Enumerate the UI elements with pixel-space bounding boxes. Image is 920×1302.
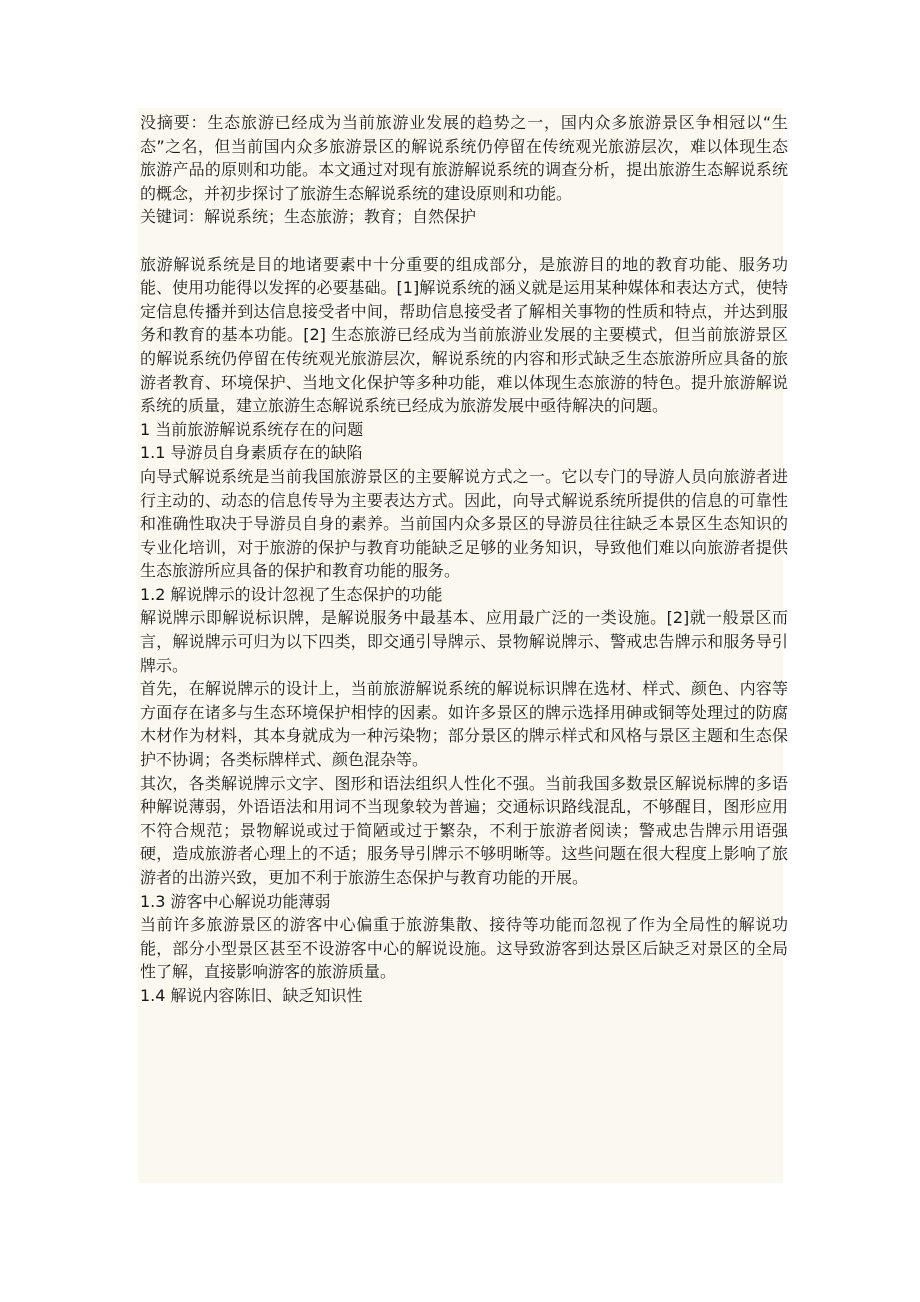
abstract-paragraph: 没摘要：生态旅游已经成为当前旅游业发展的趋势之一，国内众多旅游景区争相冠以“生态”之名，但当前国内众多旅游景区的解说系统仍停留在传统观光旅游层次，难以体现生态旅游产品的原则和功能。本文通过对现有旅游解说系统的调查分析，提出旅游生态解说系统的概念，并初步探讨了旅游生态解说系统的建设原则和功能。 bbox=[140, 113, 788, 203]
paragraph-1-1: 向导式解说系统是当前我国旅游景区的主要解说方式之一。它以专门的导游人员向旅游者进行主动的、动态的信息传导为主要表达方式。因此，向导式解说系统所提供的信息的可靠性和准确性取决于导游员自身的素养。当前国内众多景区的导游员往往缺乏本景区生态知识的专业化培训，对于旅游的保护与教育功能缺乏足够的业务知识，导致他们难以向旅游者提供生态旅游所应具备的保护和教育功能的服务。 bbox=[140, 466, 788, 581]
keywords-line: 关键词：解说系统；生态旅游；教育；自然保护 bbox=[140, 207, 477, 227]
paragraph-1-2-c: 其次，各类解说牌示文字、图形和语法组织人性化不强。当前我国多数景区解说标牌的多语种解说薄弱，外语语法和用词不当现象较为普遍；交通标识路线混乱，不够醒目，图形应用不符合规范；景物解说或过于简陋或过于繁杂，不利于旅游者阅读；警戒忠告牌示用语强硬，造成旅游者心理上的不适；服务导引牌示不够明晰等。这些问题在很大程度上影响了旅游者的出游兴致，更加不利于旅游生态保护与教育功能的开展。 bbox=[140, 773, 788, 887]
paragraph-1-2-a: 解说牌示即解说标识牌，是解说服务中最基本、应用最广泛的一类设施。[2]就一般景区而言，解说牌示可归为以下四类，即交通引导牌示、景物解说牌示、警戒忠告牌示和服务导引牌示。 bbox=[140, 608, 788, 675]
section-heading-1-4: 1.4 解说内容陈旧、缺乏知识性 bbox=[140, 985, 363, 1005]
document-body bbox=[140, 111, 788, 1008]
section-heading-1-2: 1.2 解说牌示的设计忽视了生态保护的功能 bbox=[140, 584, 443, 604]
section-heading-1-3: 1.3 游客中心解说功能薄弱 bbox=[140, 891, 331, 911]
intro-paragraph: 旅游解说系统是目的地诸要素中十分重要的组成部分，是旅游目的地的教育功能、服务功能、使用功能得以发挥的必要基础。[1]解说系统的涵义就是运用某种媒体和表达方式，使特定信息传播并到达信息接受者中间，帮助信息接受者了解相关事物的性质和特点，并达到服务和教育的基本功能。[2] 生态旅游已经成为当前旅游业发展的主要模式，但当前旅游景区的解说系统仍停留在传统观光旅游层次，解说系统的内容和形式缺乏生态旅游所应具备的旅游者教育、环境保护、当地文化保护等多种功能，难以体现生态旅游的特色。提升旅游解说系统的质量，建立旅游生态解说系统已经成为旅游发展中亟待解决的问题。 bbox=[140, 254, 788, 416]
paragraph-1-2-b: 首先，在解说牌示的设计上，当前旅游解说系统的解说标识牌在选材、样式、颜色、内容等方面存在诸多与生态环境保护相悖的因素。如许多景区的牌示选择用砷或铜等处理过的防腐木材作为材料，其本身就成为一种污染物；部分景区的牌示样式和风格与景区主题和生态保护不协调；各类标牌样式、颜色混杂等。 bbox=[140, 679, 788, 770]
paragraph-1-3: 当前许多旅游景区的游客中心偏重于旅游集散、接待等功能而忽视了作为全局性的解说功能，部分小型景区甚至不设游客中心的解说设施。这导致游客到达景区后缺乏对景区的全局性了解，直接影响游客的旅游质量。 bbox=[140, 915, 788, 982]
blank-line bbox=[140, 229, 788, 253]
section-heading-1-1: 1.1 导游员自身素质存在的缺陷 bbox=[140, 443, 363, 463]
section-heading-1: 1 当前旅游解说系统存在的问题 bbox=[140, 419, 364, 439]
